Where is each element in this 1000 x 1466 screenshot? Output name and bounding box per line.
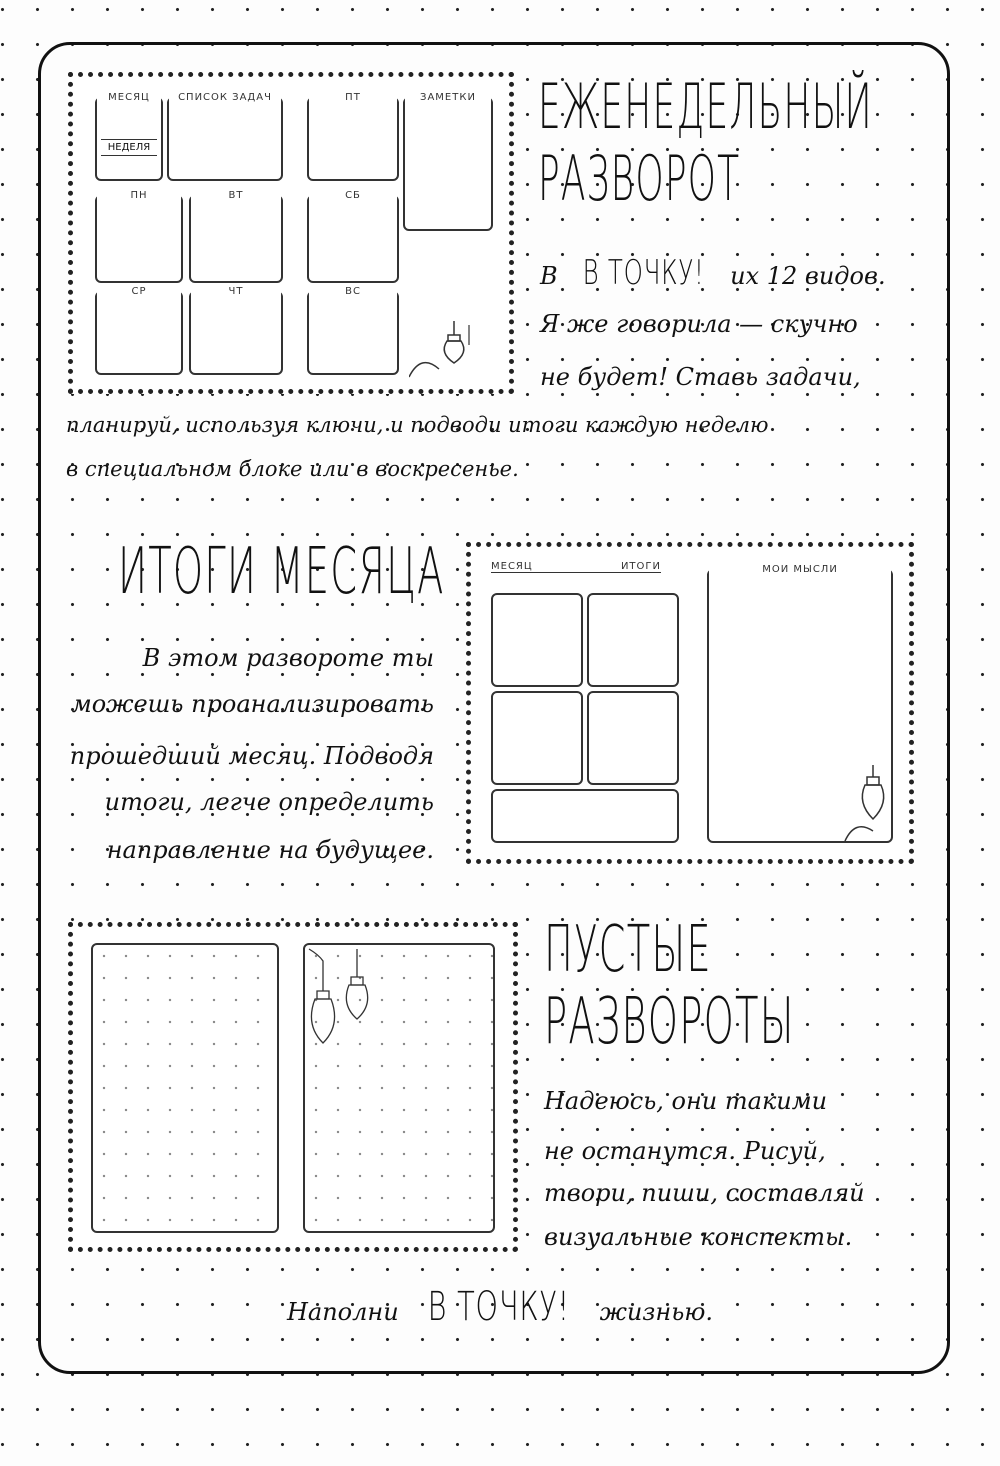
weekly-description-line4: планируй, используя ключи, и подводи итоги каждую неделю — [66, 413, 769, 437]
bulb-doodle-icon — [843, 765, 903, 845]
blank-page-left — [91, 943, 279, 1233]
monthly-description-line2: можешь проанализировать — [71, 690, 434, 718]
wednesday-label: СР — [128, 286, 149, 297]
monthly-month-label: МЕСЯЦ — [491, 561, 533, 572]
weekly-spread-preview — [68, 72, 514, 394]
tuesday-cell — [189, 190, 283, 283]
sunday-label: ВС — [342, 286, 364, 297]
footer-prefix: Наполни — [286, 1298, 399, 1326]
weekly-text-suffix: их 12 видов. — [730, 262, 886, 290]
blank-description-line4: визуальные конспекты. — [544, 1223, 853, 1251]
monthly-cell-3 — [491, 691, 583, 785]
week-label: НЕДЕЛЯ — [101, 139, 157, 156]
blank-title-line1: ПУСТЫЕ — [544, 913, 712, 987]
month-week-cell — [95, 92, 163, 181]
footer-brand-logo: В ТОЧКУ! — [427, 1284, 571, 1330]
brand-logo: В ТОЧКУ! — [582, 253, 705, 293]
task-list-cell — [167, 92, 283, 181]
footer-suffix: жизнью. — [599, 1298, 714, 1326]
month-label: МЕСЯЦ — [105, 92, 153, 103]
weekly-title-line2: РАЗВОРОТ — [538, 142, 741, 215]
thoughts-label: МОИ МЫСЛИ — [759, 564, 841, 575]
monthly-description-line4: итоги, легче определить — [104, 788, 434, 816]
weekly-description-line3: не будет! Ставь задачи, — [540, 363, 861, 391]
monthly-cell-2 — [587, 593, 679, 687]
monthly-results-label: ИТОГИ — [620, 561, 661, 572]
notes-cell — [403, 92, 493, 231]
bulb-doodle-icon — [409, 321, 489, 381]
blank-spread-preview — [68, 922, 518, 1252]
weekly-description-line5: в специальном блоке или в воскресенье. — [66, 457, 519, 481]
weekly-title-line1: ЕЖЕНЕДЕЛЬНЫЙ — [538, 70, 873, 143]
saturday-label: СБ — [342, 190, 364, 201]
wednesday-cell — [95, 286, 183, 375]
monthly-cell-wide — [491, 789, 679, 843]
monthly-spread-preview — [466, 542, 914, 864]
thursday-label: ЧТ — [226, 286, 247, 297]
friday-label: ПТ — [342, 92, 364, 103]
monthly-description-line1: В этом развороте ты — [142, 644, 434, 672]
friday-cell — [307, 92, 399, 181]
monthly-cell-4 — [587, 691, 679, 785]
saturday-cell — [307, 190, 399, 283]
monthly-cell-1 — [491, 593, 583, 687]
blank-description-line3: твори, пиши, составляй — [544, 1179, 865, 1207]
weekly-description-line2: Я же говорила — скучно — [540, 310, 858, 338]
monthly-header — [491, 561, 661, 573]
footer-slogan — [0, 1286, 1000, 1334]
monday-label: ПН — [127, 190, 150, 201]
weekly-description-line1 — [540, 252, 886, 298]
sunday-cell — [307, 286, 399, 375]
hanging-lights-icon — [307, 947, 387, 1077]
notes-label: ЗАМЕТКИ — [417, 92, 479, 103]
monthly-description-line5: направление на будущее. — [106, 836, 434, 864]
monday-cell — [95, 190, 183, 283]
weekly-text-prefix: В — [540, 262, 558, 290]
task-list-label: СПИСОК ЗАДАЧ — [175, 92, 275, 103]
tuesday-label: ВТ — [226, 190, 247, 201]
blank-title-line2: РАЗВОРОТЫ — [544, 985, 795, 1059]
thursday-cell — [189, 286, 283, 375]
monthly-description-line3: прошедший месяц. Подводя — [69, 742, 434, 770]
blank-description-line2: не останутся. Рисуй, — [544, 1137, 826, 1165]
monthly-title: ИТОГИ МЕСЯЦА — [118, 535, 445, 609]
blank-description-line1: Надеюсь, они такими — [544, 1087, 828, 1115]
